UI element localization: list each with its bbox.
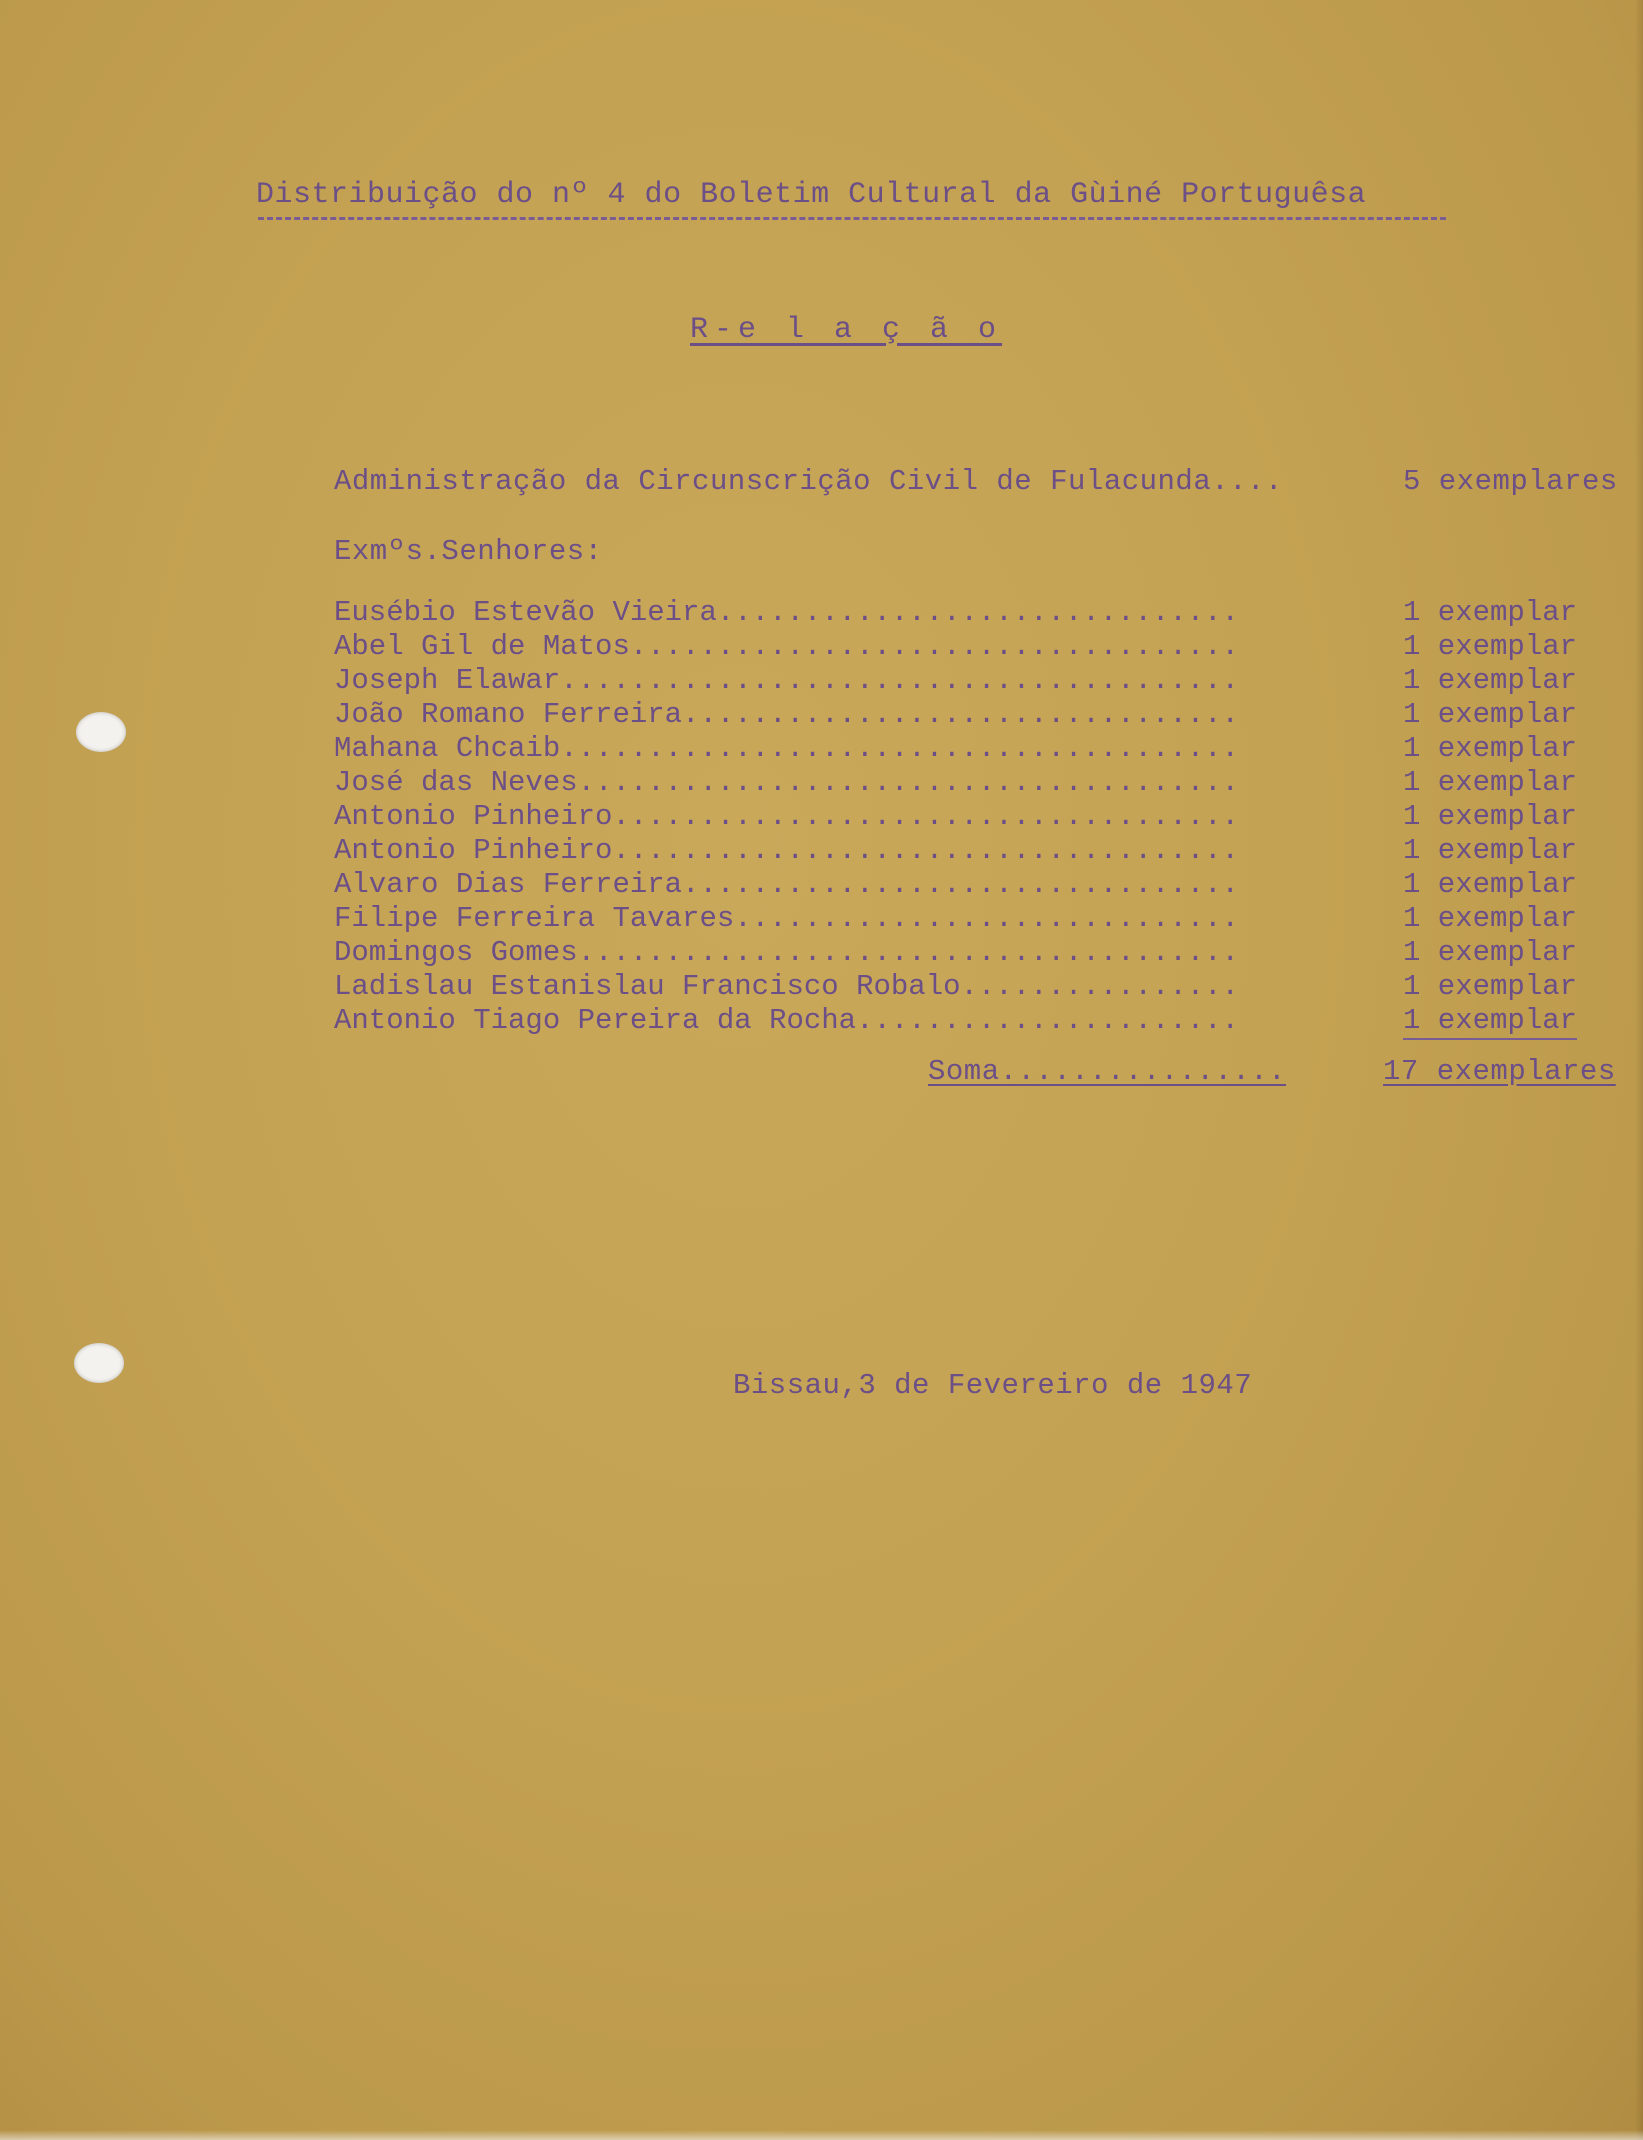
document-title: Distribuição do nº 4 do Boletim Cultural da Gùiné Portuguêsa (256, 178, 1367, 212)
recipient-name: Abel Gil de Matos................................... (334, 630, 1239, 663)
list-item (334, 630, 1634, 664)
recipient-name: João Romano Ferreira................................ (334, 698, 1239, 731)
recipient-name: Antonio Pinheiro.................................... (334, 800, 1239, 833)
recipient-name: Mahana Chcaib....................................... (334, 732, 1239, 765)
list-item (334, 970, 1634, 1004)
recipient-list (334, 596, 1634, 1038)
recipient-name: Antonio Tiago Pereira da Rocha...................... (334, 1004, 1239, 1037)
recipient-count: 1 exemplar (1403, 868, 1578, 901)
recipient-name: Alvaro Dias Ferreira................................ (334, 868, 1239, 901)
date-line: Bissau,3 de Fevereiro de 1947 (733, 1369, 1253, 1402)
recipient-count: 1 exemplar (1403, 766, 1578, 799)
recipient-name: Antonio Pinheiro.................................... (334, 834, 1239, 867)
recipient-name: Domingos Gomes...................................... (334, 936, 1239, 969)
list-item (334, 664, 1634, 698)
list-item (334, 766, 1634, 800)
list-item (334, 698, 1634, 732)
title-dashed-rule (258, 217, 1446, 220)
recipient-count: 1 exemplar (1403, 596, 1578, 629)
recipient-count: 1 exemplar (1403, 936, 1578, 969)
recipient-name: José das Neves...................................... (334, 766, 1239, 799)
punch-hole-top (76, 712, 126, 752)
recipient-count: 1 exemplar (1403, 902, 1578, 935)
document-heading: R-e l a ç ã o (690, 313, 1003, 347)
recipient-name: Joseph Elawar....................................... (334, 664, 1239, 697)
administration-count: 5 exemplares (1403, 465, 1618, 498)
list-item (334, 800, 1634, 834)
recipient-count: 1 exemplar (1403, 970, 1578, 1003)
list-item (334, 596, 1634, 630)
salutation: Exmºs.Senhores: (334, 535, 603, 568)
recipient-count: 1 exemplar (1403, 630, 1578, 663)
list-item (334, 732, 1634, 766)
recipient-name: Filipe Ferreira Tavares............................. (334, 902, 1239, 935)
list-item (334, 1004, 1634, 1038)
paper-edge (1635, 0, 1643, 2140)
recipient-name: Ladislau Estanislau Francisco Robalo................ (334, 970, 1239, 1003)
administration-label: Administração da Circunscrição Civil de Fulacunda.... (334, 465, 1283, 498)
recipient-count: 1 exemplar (1403, 698, 1578, 731)
recipient-count: 1 exemplar (1403, 1004, 1577, 1040)
list-item (334, 834, 1634, 868)
recipient-count: 1 exemplar (1403, 732, 1578, 765)
list-item (334, 902, 1634, 936)
total-count: 17 exemplares (1383, 1055, 1616, 1088)
recipient-count: 1 exemplar (1403, 800, 1578, 833)
recipient-name: Eusébio Estevão Vieira.............................. (334, 596, 1239, 629)
list-item (334, 868, 1634, 902)
recipient-count: 1 exemplar (1403, 664, 1578, 697)
total-label: Soma................ (928, 1055, 1287, 1088)
paper-bottom-edge (0, 2130, 1643, 2140)
list-item (334, 936, 1634, 970)
recipient-count: 1 exemplar (1403, 834, 1578, 867)
punch-hole-bottom (74, 1343, 124, 1383)
